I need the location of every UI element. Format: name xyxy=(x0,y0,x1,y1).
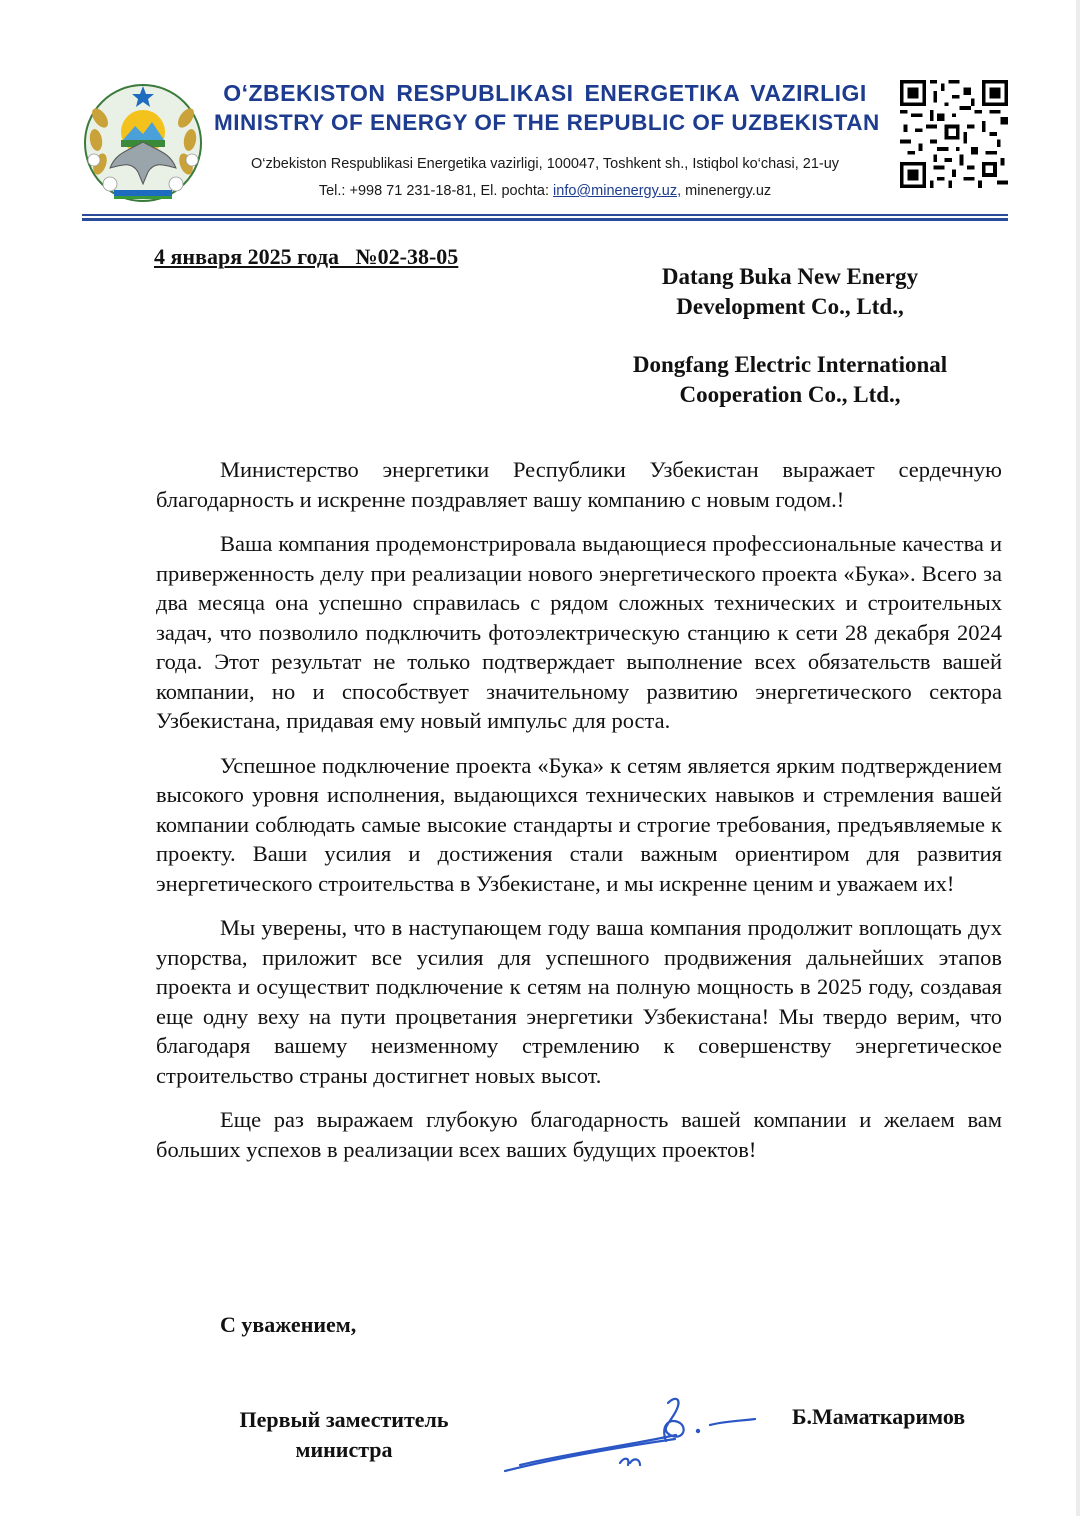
ministry-title-uz: O‘ZBEKISTON RESPUBLIKASI ENERGETIKA VAZIRLIGI xyxy=(223,80,867,106)
letterhead-divider-thick xyxy=(82,218,1008,221)
body-paragraph: Еще раз выражаем глубокую благодарность вашей компании и желаем вам больших успехов в реализации всех ваших будущих проектов! xyxy=(156,1107,1002,1162)
ministry-title-en: MINISTRY OF ENERGY OF THE REPUBLIC OF UZBEKISTAN xyxy=(214,110,880,135)
letter-body xyxy=(156,455,1002,1179)
addressee-line: Datang Buka New Energy xyxy=(661,264,919,289)
handwritten-signature xyxy=(500,1385,770,1485)
phone-label: Tel.: +998 71 231-18-81, El. pochta: xyxy=(318,183,550,199)
signatory-name: Б.Маматкаримов xyxy=(792,1404,966,1429)
page-edge xyxy=(1076,0,1080,1516)
addressee-dongfang xyxy=(560,350,1020,410)
letterhead-divider xyxy=(82,214,1008,216)
addressee-line: Cooperation Co., Ltd., xyxy=(679,382,901,407)
addressee-line: Dongfang Electric International xyxy=(632,352,948,377)
email-link[interactable]: info@minenergy.uz, xyxy=(553,183,682,199)
body-paragraph: Ваша компания продемонстрировала выдающиеся профессиональные качества и приверженность делу при реализации нового энергетического проекта «Бука». Всего за два месяца она успешно справилась с рядом сложных технических и строительных задач, что позволило подключить фотоэлектрическую станцию к сети 28 декабря 2024 года. Этот результат не только подтверждает выполнение всех обязательств вашей компании, но и способствует значительному развитию энергетического сектора Узбекистана, придавая ему новый импульс для роста. xyxy=(156,531,1002,733)
ministry-contacts xyxy=(210,183,880,199)
signatory-title xyxy=(216,1405,472,1465)
body-paragraph: Министерство энергетики Республики Узбекистан выражает сердечную благодарность и искренне поздравляет вашу компанию с новым годом.! xyxy=(156,457,1002,512)
addressee-datang xyxy=(560,262,1020,322)
closing-phrase: С уважением, xyxy=(220,1312,357,1337)
website-text: minenergy.uz xyxy=(685,183,772,199)
qr-code-icon xyxy=(900,80,1008,188)
state-emblem-icon xyxy=(80,80,206,210)
signatory-title-line: Первый заместитель xyxy=(239,1407,449,1432)
letter-date: 4 января 2025 года xyxy=(154,244,340,269)
letter-number: №02-38-05 xyxy=(355,244,459,269)
ministry-address: O‘zbekiston Respublikasi Energetika vazirligi, 100047, Toshkent sh., Istiqbol ko‘chasi, 21-uy xyxy=(250,156,840,172)
body-paragraph: Успешное подключение проекта «Бука» к сетям является ярким подтверждением высокого уровня исполнения, выдающихся технических навыков и стремления вашей компании соблюдать самые высокие стандарты и строгие требования, предъявляемые к проекту. Ваши усилия и достижения стали важным ориентиром для развития энергетического строительства в Узбекистане, и мы искренне ценим и уважаем их! xyxy=(156,752,1002,896)
letter-reference xyxy=(154,244,458,270)
signatory-title-line: министра xyxy=(295,1437,393,1462)
body-paragraph: Мы уверены, что в наступающем году ваша компания продолжит воплощать дух упорства, приложит все усилия для успешного продвижения дальнейших этапов проекта и осуществит подключение к сетям на полную мощность в 2025 году, создавая еще одну веху на пути процветания энергетики Узбекистана! Мы твердо верим, что благодаря вашему неизменному стремлению к совершенству энергетическое строительство страны достигнет новых высот. xyxy=(156,915,1002,1088)
addressee-line: Development Co., Ltd., xyxy=(676,294,904,319)
